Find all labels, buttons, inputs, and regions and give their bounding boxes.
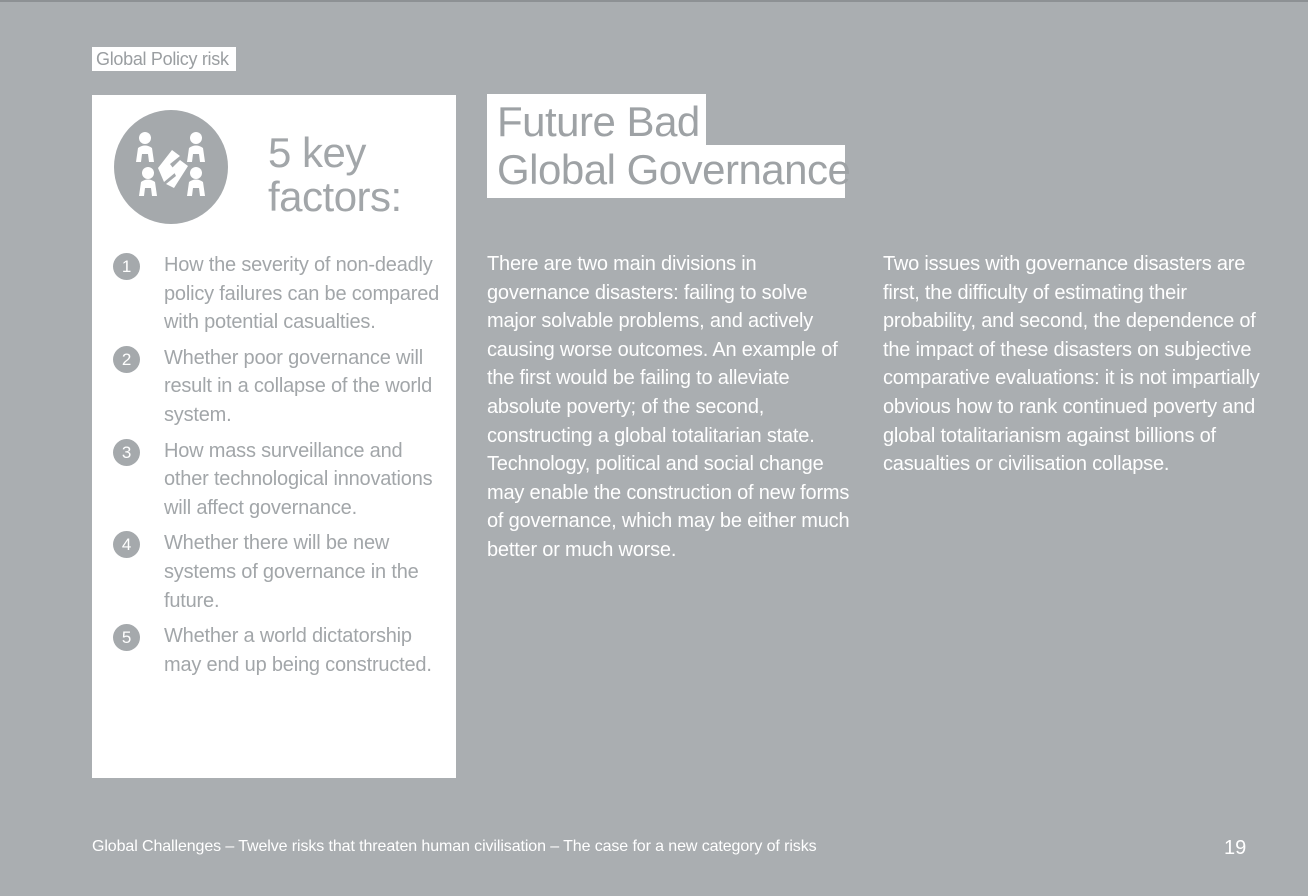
factor-text: How mass surveillance and other technological innovations will affect governance. (164, 439, 433, 519)
key-factors-panel (92, 95, 456, 778)
factor-item (113, 529, 443, 615)
factor-text: Whether a world dictatorship may end up being constructed. (164, 625, 432, 676)
factor-text: Whether poor governance will result in a collapse of the world system. (164, 346, 432, 426)
factor-item (113, 437, 443, 523)
page-title-line-1: Future Bad (487, 94, 706, 146)
factor-number-badge: 2 (113, 346, 140, 373)
factor-number-badge: 5 (113, 624, 140, 651)
factor-item (113, 344, 443, 430)
page-title-line-2: Global Governance (487, 145, 845, 198)
factor-item (113, 622, 443, 679)
page-number: 19 (1224, 837, 1247, 859)
section-tag: Global Policy risk (92, 47, 236, 71)
page-top-edge (0, 0, 1308, 2)
footer-text: Global Challenges – Twelve risks that threaten human civilisation – The case for a new category of risks (92, 838, 817, 855)
factor-item (113, 251, 443, 337)
factor-number-badge: 4 (113, 531, 140, 558)
factor-text: How the severity of non-deadly policy failures can be compared with potential casualties. (164, 254, 440, 334)
factor-text: Whether there will be new systems of governance in the future. (164, 532, 419, 612)
body-column-1: There are two main divisions in governance disasters: failing to solve major solvable problems, and actively causing worse outcomes. An example of the first would be failing to alleviate absolute poverty; of the second, constructing a global totalitarian state. Technology, political and social change may enable the construction of new forms of governance, which may be either much better or much worse. (487, 253, 850, 561)
body-column-2: Two issues with governance disasters are first, the difficulty of estimating their probability, and second, the dependence of the impact of these disasters on subjective comparative evaluations: it is not impartially obvious how to rank continued poverty and global totalitarianism against billions of casualties or civilisation collapse. (883, 253, 1260, 476)
factor-number-badge: 3 (113, 439, 140, 466)
people-around-broken-table-icon (114, 110, 228, 224)
factor-list (113, 251, 443, 686)
factors-heading: 5 key factors: (268, 129, 402, 220)
factor-number-badge: 1 (113, 253, 140, 280)
